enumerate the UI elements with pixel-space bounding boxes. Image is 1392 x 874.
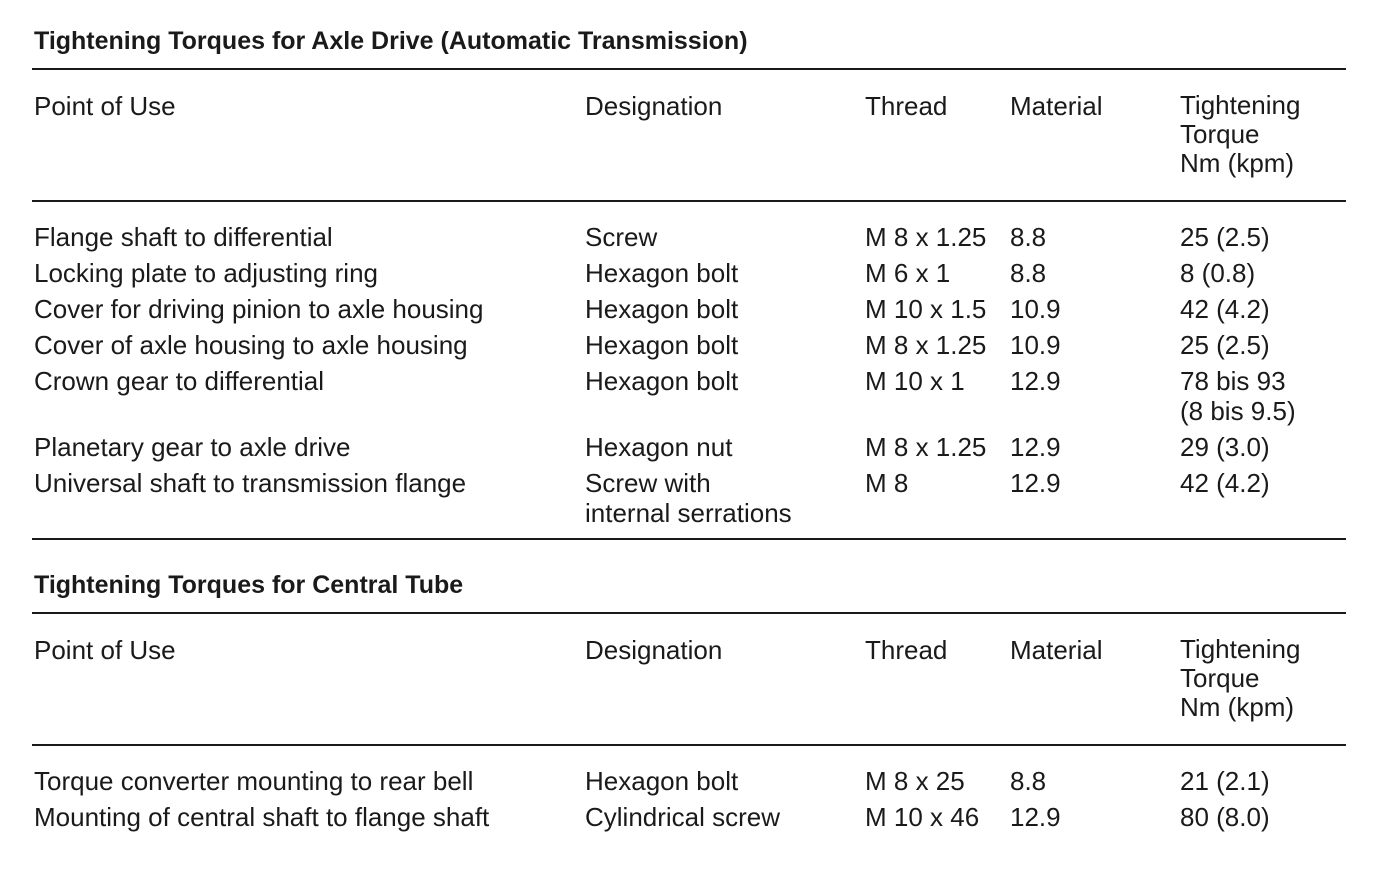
- cell-material: 12.9: [1010, 802, 1061, 832]
- table-row: [32, 766, 1346, 802]
- cell-material: 8.8: [1010, 258, 1047, 288]
- cell-designation: Hexagon bolt: [585, 294, 739, 324]
- cell-point-of-use: Universal shaft to transmission flange: [34, 468, 467, 498]
- cell-material: 8.8: [1010, 222, 1047, 252]
- header-designation: Designation: [585, 635, 723, 665]
- header-thread: Thread: [865, 635, 948, 665]
- table-header: [32, 614, 1346, 746]
- cell-point-of-use: Mounting of central shaft to flange shaft: [34, 802, 490, 832]
- central-tube-torque-table: [32, 568, 1346, 838]
- cell-designation: Cylindrical screw: [585, 802, 781, 832]
- cell-torque: 42 (4.2): [1180, 468, 1270, 498]
- cell-point-of-use: Cover for driving pinion to axle housing: [34, 294, 484, 324]
- cell-torque: 21 (2.1): [1180, 766, 1270, 796]
- cell-thread: M 8 x 1.25: [865, 222, 987, 252]
- header-point-of-use: Point of Use: [34, 91, 176, 121]
- table-row: [32, 330, 1346, 366]
- cell-material: 10.9: [1010, 294, 1061, 324]
- cell-point-of-use: Locking plate to adjusting ring: [34, 258, 379, 288]
- header-point-of-use: Point of Use: [34, 635, 176, 665]
- header-torque: Tightening Torque Nm (kpm): [1180, 90, 1301, 178]
- cell-designation: Screw with internal serrations: [585, 468, 792, 528]
- table-row: [32, 258, 1346, 294]
- cell-designation: Hexagon bolt: [585, 258, 739, 288]
- cell-thread: M 8 x 25: [865, 766, 965, 796]
- table-row: [32, 802, 1346, 838]
- cell-point-of-use: Flange shaft to differential: [34, 222, 333, 252]
- cell-material: 12.9: [1010, 432, 1061, 462]
- table-body: [32, 746, 1346, 838]
- cell-torque: 29 (3.0): [1180, 432, 1270, 462]
- cell-torque: 25 (2.5): [1180, 330, 1270, 360]
- cell-designation: Hexagon bolt: [585, 366, 739, 396]
- cell-torque: 25 (2.5): [1180, 222, 1270, 252]
- cell-designation: Hexagon nut: [585, 432, 733, 462]
- cell-torque: 78 bis 93 (8 bis 9.5): [1180, 366, 1296, 426]
- cell-thread: M 10 x 1.5: [865, 294, 987, 324]
- cell-point-of-use: Planetary gear to axle drive: [34, 432, 351, 462]
- table-row: [32, 294, 1346, 330]
- section-title: Tightening Torques for Axle Drive (Automatic Transmission): [32, 24, 1346, 70]
- cell-thread: M 8 x 1.25: [865, 432, 987, 462]
- header-thread: Thread: [865, 91, 948, 121]
- table-row: [32, 222, 1346, 258]
- cell-thread: M 6 x 1: [865, 258, 951, 288]
- cell-material: 8.8: [1010, 766, 1047, 796]
- cell-material: 12.9: [1010, 366, 1061, 396]
- table-row: [32, 468, 1346, 534]
- cell-point-of-use: Cover of axle housing to axle housing: [34, 330, 468, 360]
- cell-torque: 42 (4.2): [1180, 294, 1270, 324]
- header-material: Material: [1010, 91, 1103, 121]
- header-designation: Designation: [585, 91, 723, 121]
- cell-thread: M 8: [865, 468, 909, 498]
- axle-drive-torque-table: [32, 24, 1346, 540]
- cell-designation: Hexagon bolt: [585, 766, 739, 796]
- table-row: [32, 366, 1346, 432]
- cell-point-of-use: Torque converter mounting to rear bell: [34, 766, 474, 796]
- cell-designation: Hexagon bolt: [585, 330, 739, 360]
- cell-torque: 80 (8.0): [1180, 802, 1270, 832]
- cell-thread: M 10 x 1: [865, 366, 965, 396]
- cell-point-of-use: Crown gear to differential: [34, 366, 325, 396]
- cell-thread: M 8 x 1.25: [865, 330, 987, 360]
- cell-thread: M 10 x 46: [865, 802, 980, 832]
- cell-material: 12.9: [1010, 468, 1061, 498]
- cell-material: 10.9: [1010, 330, 1061, 360]
- table-body: [32, 202, 1346, 540]
- header-torque: Tightening Torque Nm (kpm): [1180, 634, 1301, 722]
- cell-designation: Screw: [585, 222, 658, 252]
- header-material: Material: [1010, 635, 1103, 665]
- table-header: [32, 70, 1346, 202]
- section-title: Tightening Torques for Central Tube: [32, 568, 1346, 614]
- cell-torque: 8 (0.8): [1180, 258, 1256, 288]
- table-row: [32, 432, 1346, 468]
